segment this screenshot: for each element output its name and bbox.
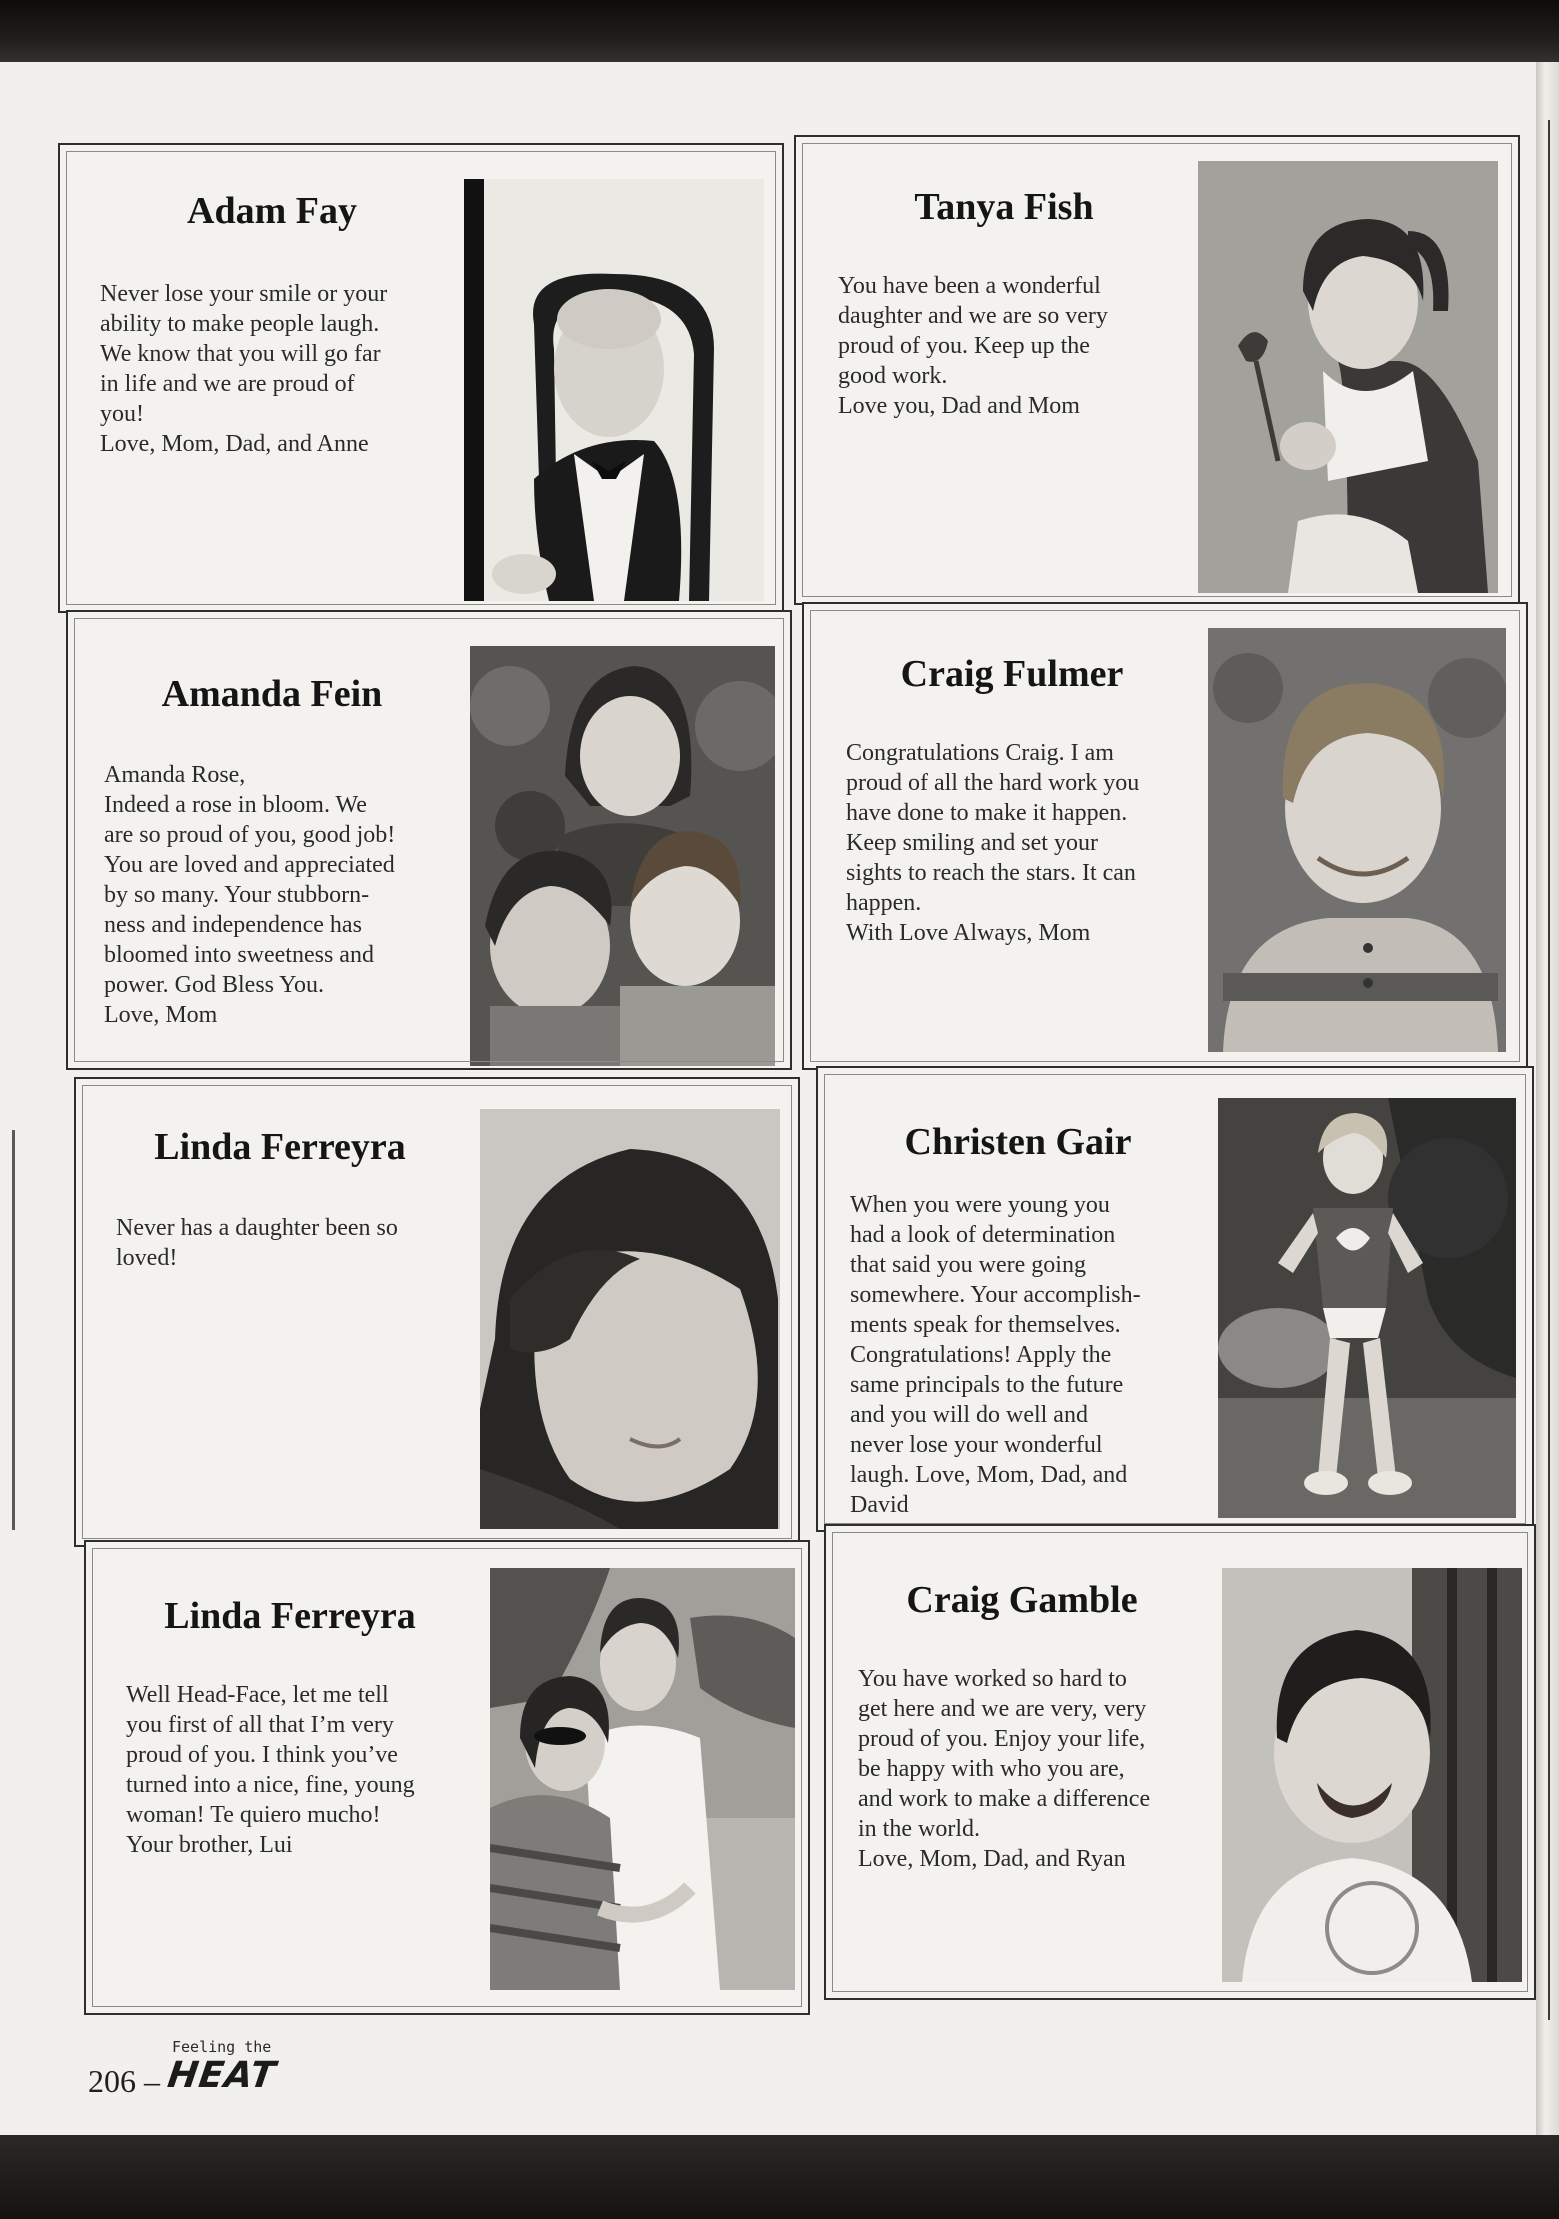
- ad-message: Well Head-Face, let me tell you first of all that I’m very proud of you. I think you’ve turned into a nice, fine, young woman! Te quiero mucho! Your brother, Lui: [126, 1682, 415, 1858]
- ad-name: Craig Gamble: [906, 1579, 1138, 1621]
- ad-photo: [1198, 161, 1498, 593]
- ad-name: Amanda Fein: [161, 673, 383, 715]
- ad-card-craig-gamble: [824, 1524, 1536, 2000]
- footer-kicker: Feeling the: [172, 2038, 272, 2056]
- ad-photo: [490, 1568, 795, 1990]
- ad-message: Never has a daughter been so loved!: [116, 1215, 398, 1271]
- ad-message: When you were young you had a look of determination that said you were going somewhere. Your accomplish- ments speak for themselves. Congratulations! Apply the same principals to the future and you will do well and never lose your wonderful laugh. Love, Mom, Dad, and David: [850, 1192, 1141, 1518]
- ad-name: Linda Ferreyra: [164, 1595, 416, 1637]
- ad-message: Never lose your smile or your ability to make people laugh. We know that you will go far in life and we are proud of you! Love, Mom, Dad, and Anne: [100, 281, 388, 457]
- scan-bottom-border: [0, 2135, 1559, 2219]
- ad-message: Congratulations Craig. I am proud of all the hard work you have done to make it happen. Keep smiling and set your sights to reach the stars. It can happen. With Love Always, Mom: [846, 740, 1140, 946]
- ad-name: Linda Ferreyra: [154, 1126, 406, 1168]
- ad-card-christen-gair: [816, 1066, 1534, 1532]
- scan-top-border: [0, 0, 1559, 70]
- ad-photo: [464, 179, 764, 601]
- ad-card-craig-fulmer: [802, 602, 1528, 1070]
- page-number: 206 –: [88, 2063, 160, 2099]
- ad-photo: [470, 646, 775, 1066]
- ad-card-adam-fay: [58, 143, 784, 613]
- ad-message: Amanda Rose, Indeed a rose in bloom. We are so proud of you, good job! You are loved and appreciated by so many. Your stubborn- ness and independence has bloomed into sweetness and power. God Bless You. Love, Mom: [104, 762, 396, 1028]
- ad-message: You have worked so hard to get here and we are very, very proud of you. Enjoy your life, be happy with who you are, and work to make a difference in the world. Love, Mom, Dad, and Ryan: [858, 1666, 1151, 1872]
- ad-name: Adam Fay: [187, 190, 357, 232]
- ad-message: You have been a wonderful daughter and we are so very proud of you. Keep up the good work. Love you, Dad and Mom: [838, 273, 1108, 419]
- ad-name: Tanya Fish: [914, 186, 1094, 228]
- feeling-the-heat-logo: HEAT: [165, 2055, 279, 2096]
- ad-card-tanya-fish: [794, 135, 1520, 605]
- page-edge-line: [1548, 120, 1550, 2020]
- ad-name: Craig Fulmer: [900, 653, 1124, 695]
- ad-photo: [1218, 1098, 1516, 1518]
- ad-photo: [1222, 1568, 1522, 1982]
- ad-card-linda-ferreyra-2: [84, 1540, 810, 2015]
- ad-card-amanda-fein: [66, 610, 792, 1070]
- binding-mark: [12, 1130, 15, 1530]
- ad-name: Christen Gair: [904, 1121, 1132, 1163]
- ad-photo: [480, 1109, 780, 1529]
- ad-card-linda-ferreyra: [74, 1077, 800, 1547]
- ad-photo: [1208, 628, 1506, 1052]
